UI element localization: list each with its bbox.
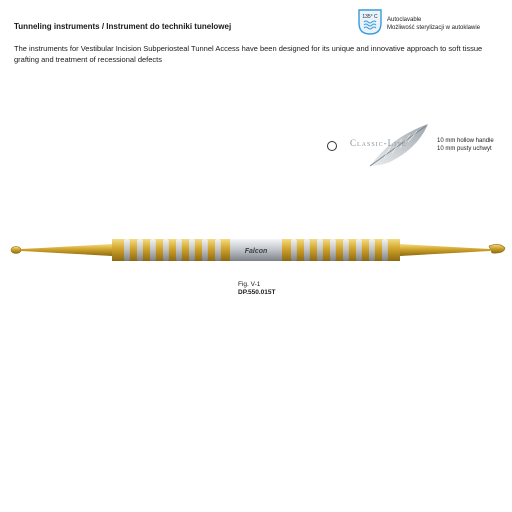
handle-note-pl: 10 mm pusty uchwyt <box>437 146 492 152</box>
product-description: The instruments for Vestibular Incision Subperiosteal Tunnel Access have been designed for its unique and innovative approach to soft tissue grafting and treatment of recessional defects <box>14 44 483 64</box>
handle-option-radio[interactable] <box>327 141 337 151</box>
dental-instrument-image <box>0 220 512 280</box>
autoclave-line-pl: Możliwość sterylizacji w autoklawie <box>387 25 481 31</box>
figure-caption <box>238 281 275 297</box>
handle-note-en: 10 mm hollow handle <box>437 138 494 144</box>
feather-icon <box>340 118 436 180</box>
autoclave-note <box>387 16 480 32</box>
autoclave-line-en: Autoclavable <box>387 17 422 23</box>
autoclave-badge-icon <box>357 9 383 35</box>
brand-name: Classic-Lite <box>350 138 407 148</box>
handle-logo: Falcon <box>244 248 268 255</box>
autoclave-temperature: 135° C <box>362 14 378 20</box>
product-code: DP.550.015T <box>238 289 276 296</box>
handle-note <box>437 137 494 153</box>
figure-label: Fig. V-1 <box>238 281 261 288</box>
page-title: Tunneling instruments / Instrument do techniki tunelowej <box>14 22 232 31</box>
